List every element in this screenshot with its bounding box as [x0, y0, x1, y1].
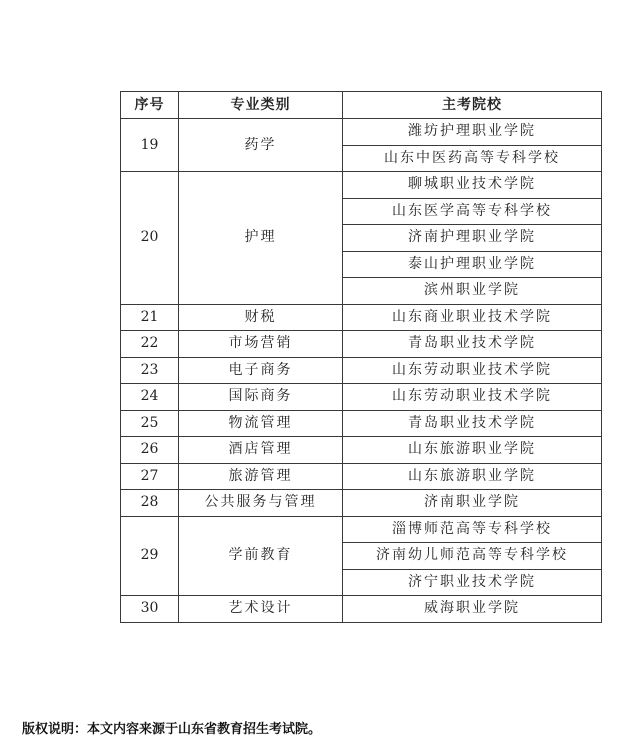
major-category-cell: 公共服务与管理 [179, 490, 343, 517]
exam-school-cell: 济宁职业技术学院 [343, 569, 602, 596]
major-category-cell: 市场营销 [179, 331, 343, 358]
table-row [121, 463, 602, 490]
serial-number-cell: 24 [121, 384, 179, 411]
exam-school-cell: 山东劳动职业技术学院 [343, 357, 602, 384]
table-row [121, 437, 602, 464]
exam-school-cell: 济南护理职业学院 [343, 225, 602, 252]
exam-school-cell: 山东医学高等专科学校 [343, 198, 602, 225]
table-header-row [121, 92, 602, 119]
table-row [121, 304, 602, 331]
exam-school-cell: 滨州职业学院 [343, 278, 602, 305]
header-serial-number: 序号 [121, 92, 179, 119]
serial-number-cell: 30 [121, 596, 179, 623]
table-row [121, 490, 602, 517]
exam-school-cell: 威海职业学院 [343, 596, 602, 623]
major-category-cell: 财税 [179, 304, 343, 331]
major-category-cell: 艺术设计 [179, 596, 343, 623]
table-row [121, 516, 602, 543]
serial-number-cell: 25 [121, 410, 179, 437]
serial-number-cell: 21 [121, 304, 179, 331]
exam-school-cell: 聊城职业技术学院 [343, 172, 602, 199]
table-row [121, 119, 602, 146]
major-category-cell: 护理 [179, 172, 343, 305]
header-exam-school: 主考院校 [343, 92, 602, 119]
copyright-notice: 版权说明：本文内容来源于山东省教育招生考试院。 [22, 722, 322, 737]
exam-school-cell: 淄博师范高等专科学校 [343, 516, 602, 543]
major-category-cell: 酒店管理 [179, 437, 343, 464]
exam-school-cell: 泰山护理职业学院 [343, 251, 602, 278]
serial-number-cell: 27 [121, 463, 179, 490]
exam-school-cell: 潍坊护理职业学院 [343, 119, 602, 146]
serial-number-cell: 19 [121, 119, 179, 172]
serial-number-cell: 23 [121, 357, 179, 384]
major-category-cell: 学前教育 [179, 516, 343, 596]
table-row [121, 384, 602, 411]
exam-school-cell: 济南职业学院 [343, 490, 602, 517]
exam-school-cell: 济南幼儿师范高等专科学校 [343, 543, 602, 570]
major-category-cell: 物流管理 [179, 410, 343, 437]
serial-number-cell: 26 [121, 437, 179, 464]
header-major-category: 专业类别 [179, 92, 343, 119]
major-category-cell: 药学 [179, 119, 343, 172]
table-body [121, 119, 602, 623]
exam-school-cell: 青岛职业技术学院 [343, 331, 602, 358]
major-category-cell: 旅游管理 [179, 463, 343, 490]
exam-school-cell: 山东旅游职业学院 [343, 463, 602, 490]
serial-number-cell: 22 [121, 331, 179, 358]
table-row [121, 357, 602, 384]
table-row [121, 172, 602, 199]
exam-school-cell: 青岛职业技术学院 [343, 410, 602, 437]
exam-school-cell: 山东商业职业技术学院 [343, 304, 602, 331]
major-category-cell: 电子商务 [179, 357, 343, 384]
major-category-cell: 国际商务 [179, 384, 343, 411]
table-row [121, 596, 602, 623]
serial-number-cell: 20 [121, 172, 179, 305]
exam-school-cell: 山东旅游职业学院 [343, 437, 602, 464]
table-row [121, 410, 602, 437]
serial-number-cell: 29 [121, 516, 179, 596]
major-exam-school-table [120, 91, 602, 623]
exam-school-cell: 山东劳动职业技术学院 [343, 384, 602, 411]
exam-school-cell: 山东中医药高等专科学校 [343, 145, 602, 172]
table-row [121, 331, 602, 358]
serial-number-cell: 28 [121, 490, 179, 517]
